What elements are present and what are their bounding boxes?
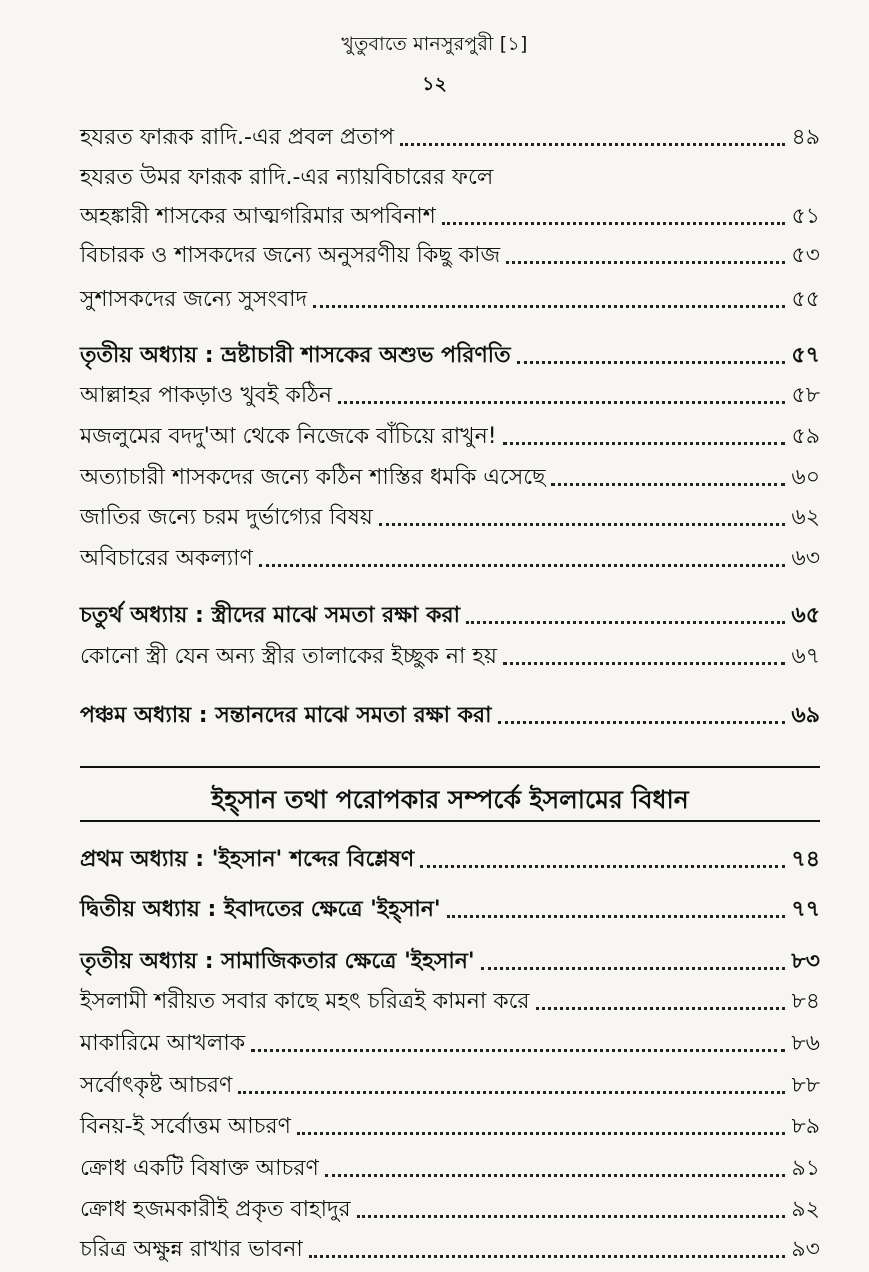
dot-leader [481,967,786,970]
running-head: খুতুবাতে মানসুরপুরী [১] [341,33,528,55]
toc-entry-page: ৯১ [791,1156,820,1181]
toc-entry-page: ৫৯ [791,424,820,449]
page-number: ১২ [422,73,447,95]
toc-entry-page: ৮৮ [791,1073,820,1098]
dot-leader [498,721,786,724]
dot-leader [503,662,785,665]
toc-entry-title: প্রথম অধ্যায় : 'ইহসান' শব্দের বিশ্লেষণ [80,847,415,872]
toc-entry-page: ৬২ [791,505,820,530]
toc-entry-page: ৫৮ [791,383,820,408]
toc-chapter [80,336,820,370]
toc-entry-title: চতুর্থ অধ্যায় : স্ত্রীদের মাঝে সমতা রক্ষা করা [80,603,460,628]
dot-leader [325,1174,786,1177]
dot-leader [420,865,785,868]
toc-entry-title: জাতির জন্যে চরম দুর্ভাগ্যের বিষয় [80,505,373,530]
toc-entry-title: ইসলামী শরীয়ত সবার কাছে মহৎ চরিত্রই কামনা করে [80,989,530,1014]
toc-entry-page: ৬৩ [791,546,820,571]
toc-entry [80,637,820,671]
toc-entry-page: ৫৭ [791,343,820,368]
toc-entry-page: ৫৩ [791,243,820,268]
dot-leader [357,1215,786,1218]
toc-entry-title: অহঙ্কারী শাসকের আত্মগরিমার অপবিনাশ [80,204,436,229]
toc-entry-title: হযরত উমর ফারূক রাদি.-এর ন্যায়বিচারের ফলে [80,165,494,190]
toc-chapter [80,596,820,630]
dot-leader [251,1049,785,1052]
toc-entry-title: বিচারক ও শাসকদের জন্যে অনুসরণীয় কিছু কাজ [80,243,501,268]
toc-entry-title: অত্যাচারী শাসকদের জন্যে কঠিন শাস্তির ধমকি এসেছে [80,465,546,490]
divider-bottom [80,820,820,822]
toc-entry-title: চরিত্র অক্ষুন্ন রাখার ভাবনা [80,1237,303,1262]
toc-chapter [80,942,820,976]
toc-entry-page: ৬০ [791,465,820,490]
toc-entry-title: সুশাসকদের জন্যে সুসংবাদ [80,287,308,312]
toc-entry-title: মাকারিমে আখলাক [80,1031,246,1056]
dot-leader [442,222,786,225]
toc-entry-page: ৯৩ [791,1237,820,1262]
toc-entry [80,1066,820,1100]
toc-entry [80,158,820,192]
toc-entry [80,280,820,314]
toc-entry [80,539,820,573]
toc-entry-page: ৫১ [791,204,820,229]
dot-leader [309,1255,786,1258]
toc-entry [80,1149,820,1183]
toc-entry [80,982,820,1016]
toc-entry [80,236,820,270]
toc-chapter [80,696,820,730]
toc-entry [80,118,820,152]
section-title: ইহ্সান তথা পরোপকার সম্পর্কে ইসলামের বিধান [211,785,689,814]
toc-entry-page: ৪৯ [791,125,820,150]
toc-entry-page: ৯২ [791,1197,820,1222]
toc-entry-page: ৮৯ [791,1114,820,1139]
toc-entry-title: পঞ্চম অধ্যায় : সন্তানদের মাঝে সমতা রক্ষা করা [80,703,492,728]
toc-entry-title: আল্লাহর পাকড়াও খুবই কঠিন [80,383,333,408]
toc-entry-page: ৮৪ [791,989,820,1014]
toc-entry-title: ক্রোধ একটি বিষাক্ত আচরণ [80,1156,319,1181]
toc-chapter [80,840,820,874]
toc-entry-title: বিনয়-ই সর্বোত্তম আচরণ [80,1114,291,1139]
toc-entry [80,1230,820,1264]
toc-entry-title: তৃতীয় অধ্যায় : সামাজিকতার ক্ষেত্রে 'ইহসান' [80,949,475,974]
dot-leader [551,483,785,486]
toc-entry [80,458,820,492]
toc-entry [80,498,820,532]
dot-leader [259,564,786,567]
toc-entry-page: ৮৬ [791,1031,820,1056]
dot-leader [400,143,785,146]
dot-leader [503,442,786,445]
toc-entry-page: ৭৭ [791,897,820,922]
toc-chapter [80,890,820,924]
toc-entry-title: দ্বিতীয় অধ্যায় : ইবাদতের ক্ষেত্রে 'ইহ্সান' [80,897,441,922]
toc-entry [80,1107,820,1141]
dot-leader [506,261,785,264]
toc-entry [80,1190,820,1224]
toc-entry-title: সর্বোৎকৃষ্ট আচরণ [80,1073,233,1098]
dot-leader [536,1007,786,1010]
toc-entry-page: ৮৩ [791,949,820,974]
dot-leader [313,305,785,308]
toc-entry [80,197,820,231]
toc-entry-page: ৭৪ [791,847,820,872]
dot-leader [379,523,786,526]
toc-entry-page: ৫৫ [791,287,820,312]
dot-leader [466,621,785,624]
toc-entry [80,1024,820,1058]
dot-leader [338,401,785,404]
dot-leader [238,1091,785,1094]
toc-entry-title: হযরত ফারূক রাদি.-এর প্রবল প্রতাপ [80,125,395,150]
toc-entry-title: তৃতীয় অধ্যায় : ভ্রষ্টাচারী শাসকের অশুভ পরিণতি [80,343,511,368]
divider-top [80,766,820,768]
toc-entry-title: কোনো স্ত্রী যেন অন্য স্ত্রীর তালাকের ইচ্ছুক না হয় [80,644,497,669]
toc-entry-page: ৬৭ [791,644,820,669]
dot-leader [517,361,786,364]
toc-entry-title: মজলুমের বদদু'আ থেকে নিজেকে বাঁচিয়ে রাখুন! [80,424,497,449]
toc-entry-title: ক্রোধ হজমকারীই প্রকৃত বাহাদুর [80,1197,351,1222]
dot-leader [447,915,786,918]
toc-entry [80,417,820,451]
toc-entry-page: ৬৯ [791,703,820,728]
toc-entry [80,376,820,410]
toc-entry-page: ৬৫ [791,603,820,628]
dot-leader [297,1132,786,1135]
toc-entry-title: অবিচারের অকল্যাণ [80,546,253,571]
